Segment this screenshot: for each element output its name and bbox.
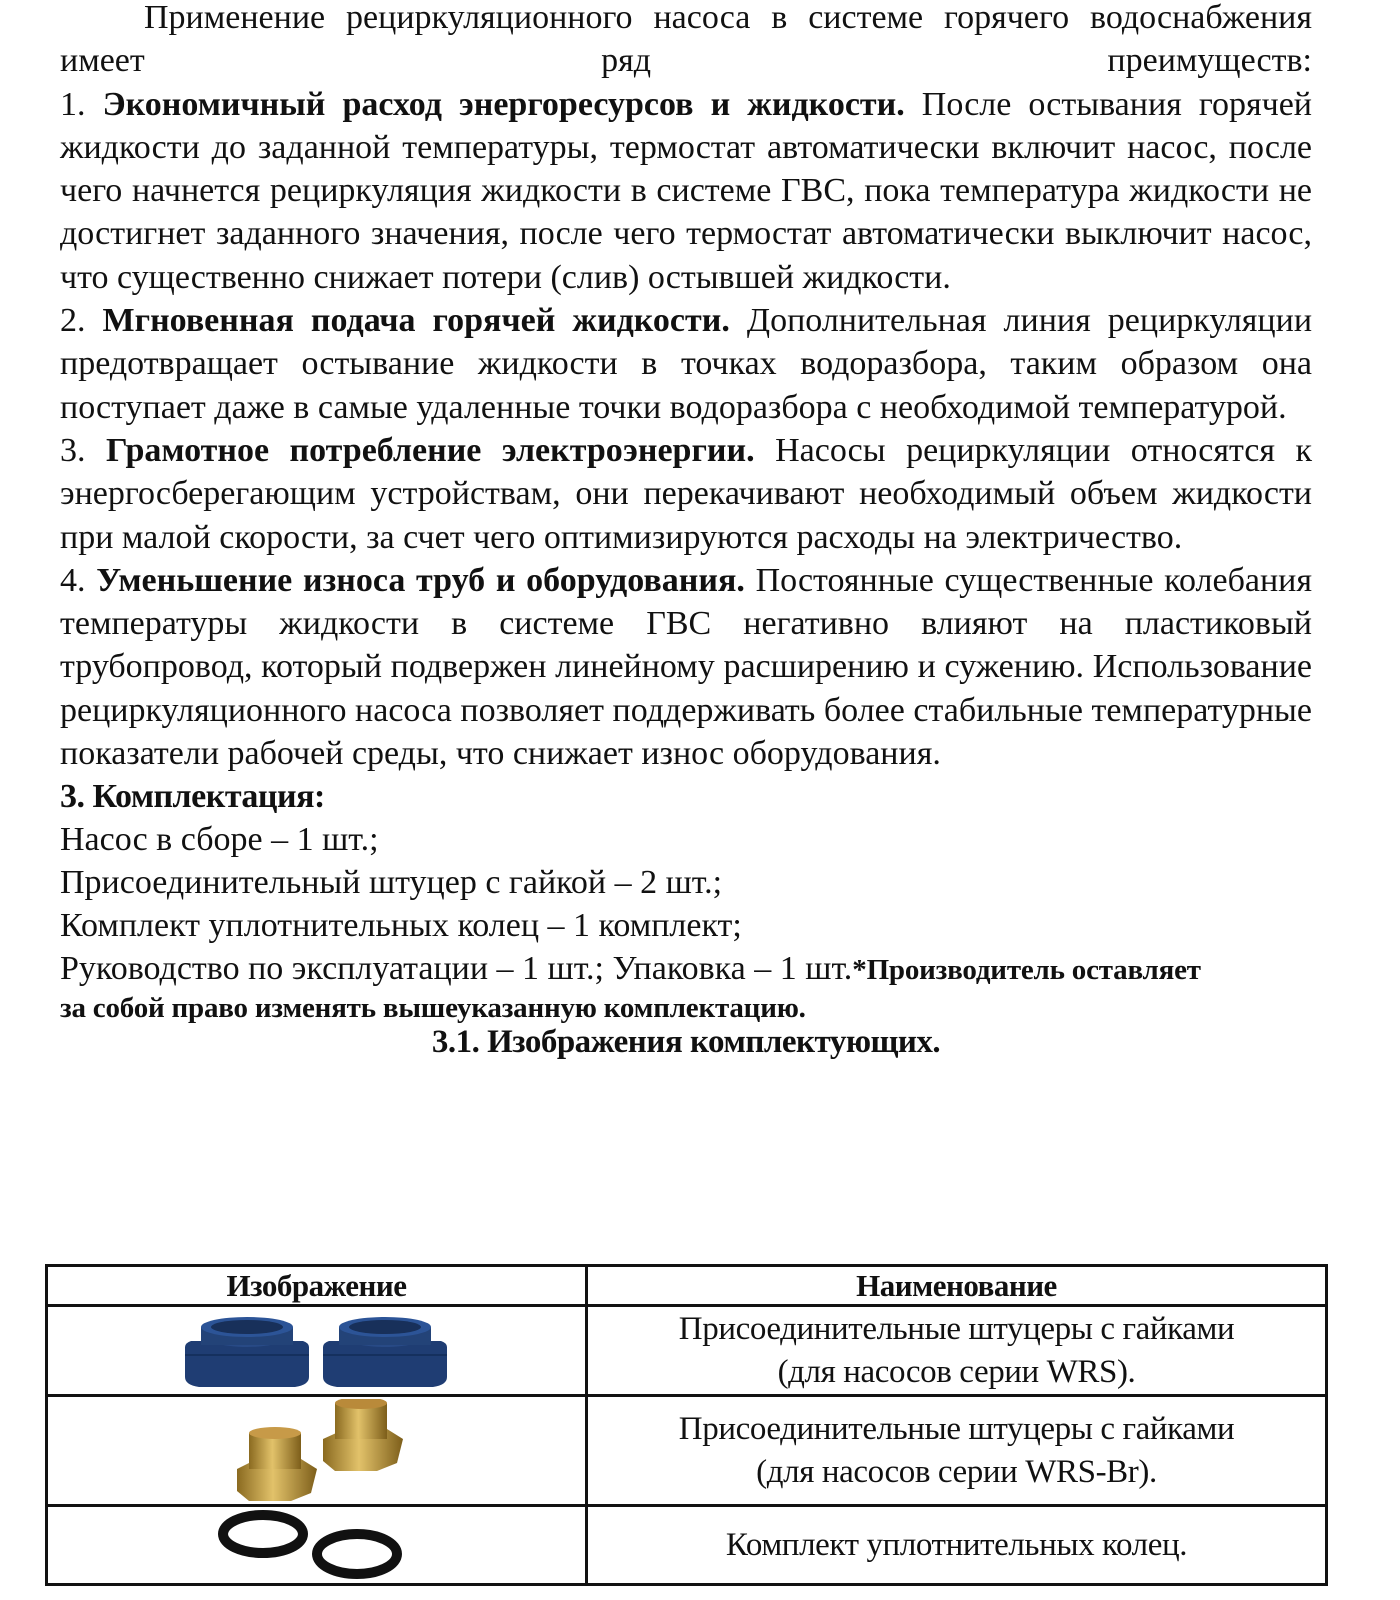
intro-text: Применение рециркуляционного насоса в системе горячего водоснабжения имеет ряд преимуществ:: [60, 0, 1312, 80]
advantage-3: [60, 429, 1312, 559]
advantage-title: Мгновенная подача горячей жидкости.: [102, 302, 730, 340]
package-item: Комплект уплотнительных колец – 1 комплект;: [60, 907, 742, 945]
advantage-text: Насосы рециркуляции относятся к энергосберегающим устройствам, они перекачивают необходимый объем жидкости при малой скорости, за счет чего оптимизируются расходы на электричество.: [60, 431, 1313, 556]
components-table: [45, 1264, 1328, 1586]
package-item: Присоединительный штуцер с гайкой – 2 шт.;: [60, 864, 723, 902]
black-gaskets-image: [217, 1508, 417, 1582]
component-name: Присоединительные штуцеры с гайками: [678, 1410, 1235, 1447]
package-heading: 3. Комплектация:: [60, 778, 325, 816]
intro-paragraph: [60, 0, 1312, 83]
brass-nut-front: [237, 1427, 317, 1501]
package-item-text: Руководство по эксплуатации – 1 шт.; Упаковка – 1 шт.: [60, 950, 853, 988]
table-header-row: [47, 1266, 1327, 1306]
component-name: Комплект уплотнительных колец.: [725, 1526, 1188, 1563]
manufacturer-note-continued: за собой право изменять вышеуказанную комплектацию.: [60, 992, 806, 1025]
advantage-text: Постоянные существенные колебания температуры жидкости в системе ГВС негативно влияют на пластиковый трубопровод, который подвержен линейному расширению и сужению. Использование рециркуляционного насоса позволяет поддерживать более стабильные температурные показатели рабочей среды, что снижает износ оборудования.: [60, 561, 1313, 773]
manufacturer-note: *Производитель оставляет: [852, 954, 1201, 987]
image-cell: [47, 1506, 587, 1585]
blue-nut-1: [185, 1317, 309, 1387]
advantage-1: [60, 83, 1312, 299]
advantage-text: После остывания горячей жидкости до заданной температуры, термостат автоматически включит насос, после чего начнется рециркуляция жидкости в системе ГВС, пока температура жидкости не достигнет заданного значения, после чего термостат автоматически выключит насос, что существенно снижает потери (слив) остывшей жидкости.: [60, 85, 1313, 296]
component-series: (для насосов серии WRS-Br).: [756, 1453, 1157, 1490]
blue-nut-2: [323, 1317, 447, 1387]
component-name: Присоединительные штуцеры с гайками: [678, 1310, 1235, 1347]
header-image: Изображение: [47, 1266, 587, 1306]
gasket-ring-2: [317, 1534, 397, 1574]
advantage-2: [60, 299, 1312, 429]
brass-union-nuts-image: [227, 1399, 407, 1503]
table-row: [47, 1396, 1327, 1506]
advantage-number: 4.: [60, 561, 86, 599]
table-row: [47, 1306, 1327, 1396]
advantage-text: Дополнительная линия рециркуляции предотвращает остывание жидкости в точках водоразбора, таким образом она поступает даже в самые удаленные точки водоразбора с необходимой температурой.: [60, 302, 1313, 426]
component-series: (для насосов серии WRS).: [777, 1353, 1136, 1390]
components-caption: 3.1. Изображения комплектующих.: [431, 1024, 941, 1061]
image-cell: [47, 1306, 587, 1396]
brass-nut-back: [323, 1399, 403, 1471]
name-cell: [587, 1506, 1327, 1585]
gasket-ring-1: [223, 1515, 303, 1553]
name-cell: [587, 1396, 1327, 1506]
advantage-number: 1.: [60, 85, 86, 123]
advantage-title: Грамотное потребление электроэнергии.: [106, 431, 755, 469]
document-page: [60, 0, 1312, 1060]
advantage-number: 2.: [60, 302, 86, 340]
name-cell: [587, 1306, 1327, 1396]
advantage-4: [60, 559, 1312, 775]
table-row: [47, 1506, 1327, 1585]
blue-union-nuts-image: [177, 1311, 457, 1391]
advantage-title: Экономичный расход энергоресурсов и жидкости.: [102, 85, 905, 123]
package-item-last: [60, 947, 1312, 992]
package-item: Насос в сборе – 1 шт.;: [60, 821, 379, 859]
image-cell: [47, 1396, 587, 1506]
header-name: Наименование: [587, 1266, 1327, 1306]
advantage-number: 3.: [60, 431, 86, 469]
advantage-title: Уменьшение износа труб и оборудования.: [96, 561, 745, 599]
